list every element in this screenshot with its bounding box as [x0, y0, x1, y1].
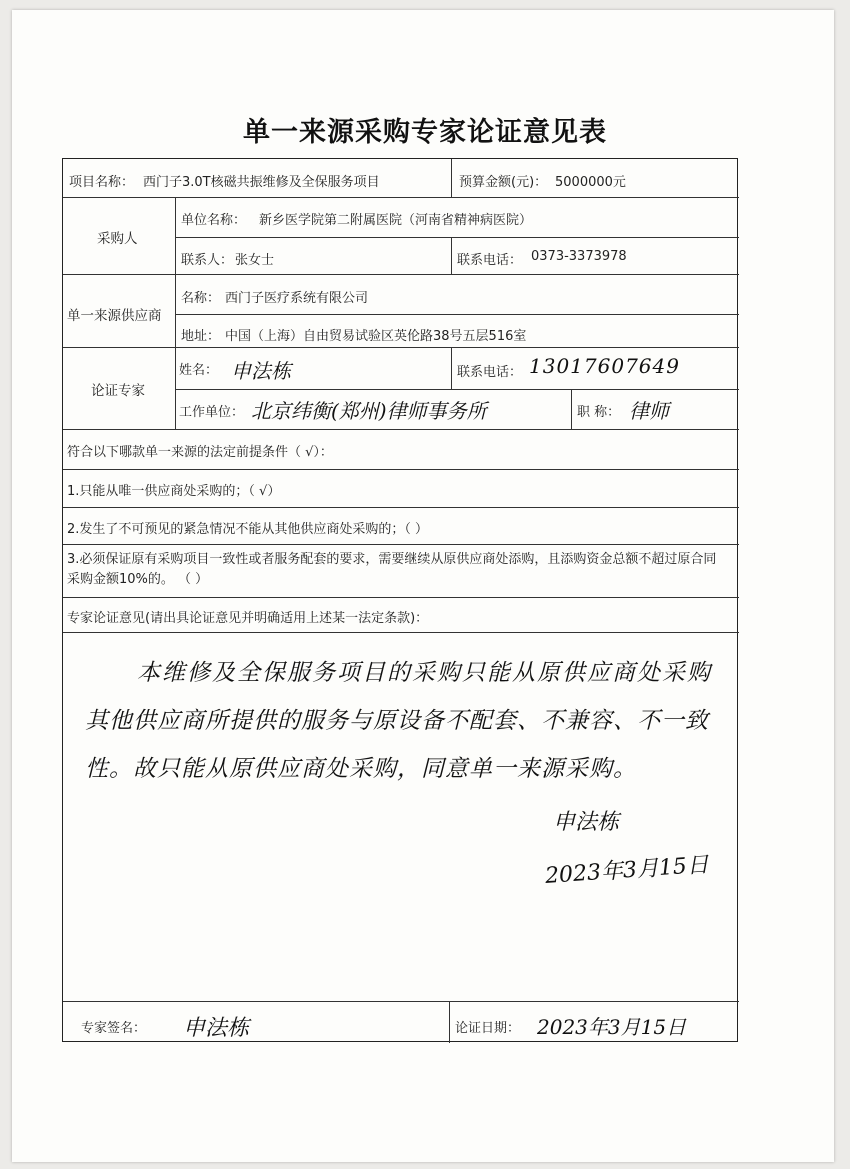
expert-name-signature: 申法栋: [231, 359, 291, 383]
budget-value: 5000000元: [555, 175, 626, 190]
row-divider: [63, 632, 739, 633]
supplier-name-label: 名称：: [181, 291, 221, 306]
condition-item-2: 2.发生了不可预见的紧急情况不能从其他供应商处采购的；（ ）: [67, 522, 429, 537]
expert-title-value: 律师: [629, 399, 669, 423]
col-divider: [451, 237, 452, 274]
condition-item-3: 3.必须保证原有采购项目一致性或者服务配套的要求，需要继续从原供应商处添购，且添购资金总额不超过原合同采购金额10%的。 （ ）: [67, 552, 717, 587]
opinion-date-value: 2023年3月15日: [537, 1015, 687, 1039]
row-divider: [63, 347, 739, 348]
project-name-label: 项目名称：: [69, 175, 135, 190]
expert-name-label: 姓名：: [179, 363, 219, 378]
col-divider: [175, 197, 176, 429]
row-divider: [63, 597, 739, 598]
expert-opinion-form: [62, 158, 738, 1042]
supplier-name-value: 西门子医疗系统有限公司: [225, 291, 369, 306]
opinion-line-3: 性。故只能从原供应商处采购，同意单一来源采购。: [85, 756, 637, 782]
purchaser-phone-label: 联系电话：: [457, 253, 523, 268]
expert-work-value: 北京纬衡(郑州)律师事务所: [251, 399, 487, 423]
row-divider: [175, 314, 739, 315]
expert-work-label: 工作单位：: [179, 405, 245, 420]
opinion-date-label: 论证日期：: [455, 1021, 521, 1036]
expert-title-label: 职 称：: [577, 405, 621, 420]
page-title: 单一来源采购专家论证意见表: [243, 117, 607, 148]
col-divider: [451, 347, 452, 389]
row-divider: [63, 429, 739, 430]
opinion-date: 2023年3月15日: [544, 852, 710, 889]
opinion-signature: 申法栋: [553, 810, 620, 835]
expert-phone-label: 联系电话：: [457, 365, 523, 380]
col-divider: [451, 159, 452, 197]
purchaser-unit-label: 单位名称：: [181, 213, 247, 228]
purchaser-label: 采购人: [97, 231, 138, 247]
opinion-header: 专家论证意见(请出具论证意见并明确适用上述某一法定条款)：: [67, 611, 429, 626]
row-divider: [63, 1001, 739, 1002]
purchaser-phone-value: 0373-3373978: [531, 249, 627, 264]
row-divider: [63, 274, 739, 275]
purchaser-unit-value: 新乡医学院第二附属医院（河南省精神病医院）: [259, 213, 533, 228]
budget-label: 预算金额(元)：: [459, 175, 548, 190]
row-divider: [175, 389, 739, 390]
conditions-header: 符合以下哪款单一来源的法定前提条件（ √）：: [67, 445, 333, 460]
expert-phone-value: 13017607649: [529, 354, 680, 378]
supplier-address-label: 地址：: [181, 329, 221, 344]
purchaser-contact-label: 联系人：: [181, 253, 234, 268]
row-divider: [63, 197, 739, 198]
row-divider: [63, 507, 739, 508]
row-divider: [63, 544, 739, 545]
col-divider: [571, 389, 572, 429]
expert-sign-value: 申法栋: [183, 1016, 250, 1041]
expert-sign-label: 专家签名：: [81, 1021, 147, 1036]
row-divider: [63, 469, 739, 470]
expert-label: 论证专家: [91, 383, 145, 399]
purchaser-contact-value: 张女士: [235, 253, 275, 268]
col-divider: [449, 1001, 450, 1043]
project-name-value: 西门子3.0T核磁共振维修及全保服务项目: [143, 175, 380, 190]
supplier-label: 单一来源供应商: [67, 308, 162, 324]
opinion-line-2: 其他供应商所提供的服务与原设备不配套、不兼容、不一致: [85, 708, 709, 734]
opinion-line-1: 本维修及全保服务项目的采购只能从原供应商处采购: [137, 660, 712, 686]
row-divider: [175, 237, 739, 238]
supplier-address-value: 中国（上海）自由贸易试验区英伦路38号五层516室: [225, 329, 527, 344]
condition-item-1: 1.只能从唯一供应商处采购的；（ √）: [67, 484, 281, 499]
